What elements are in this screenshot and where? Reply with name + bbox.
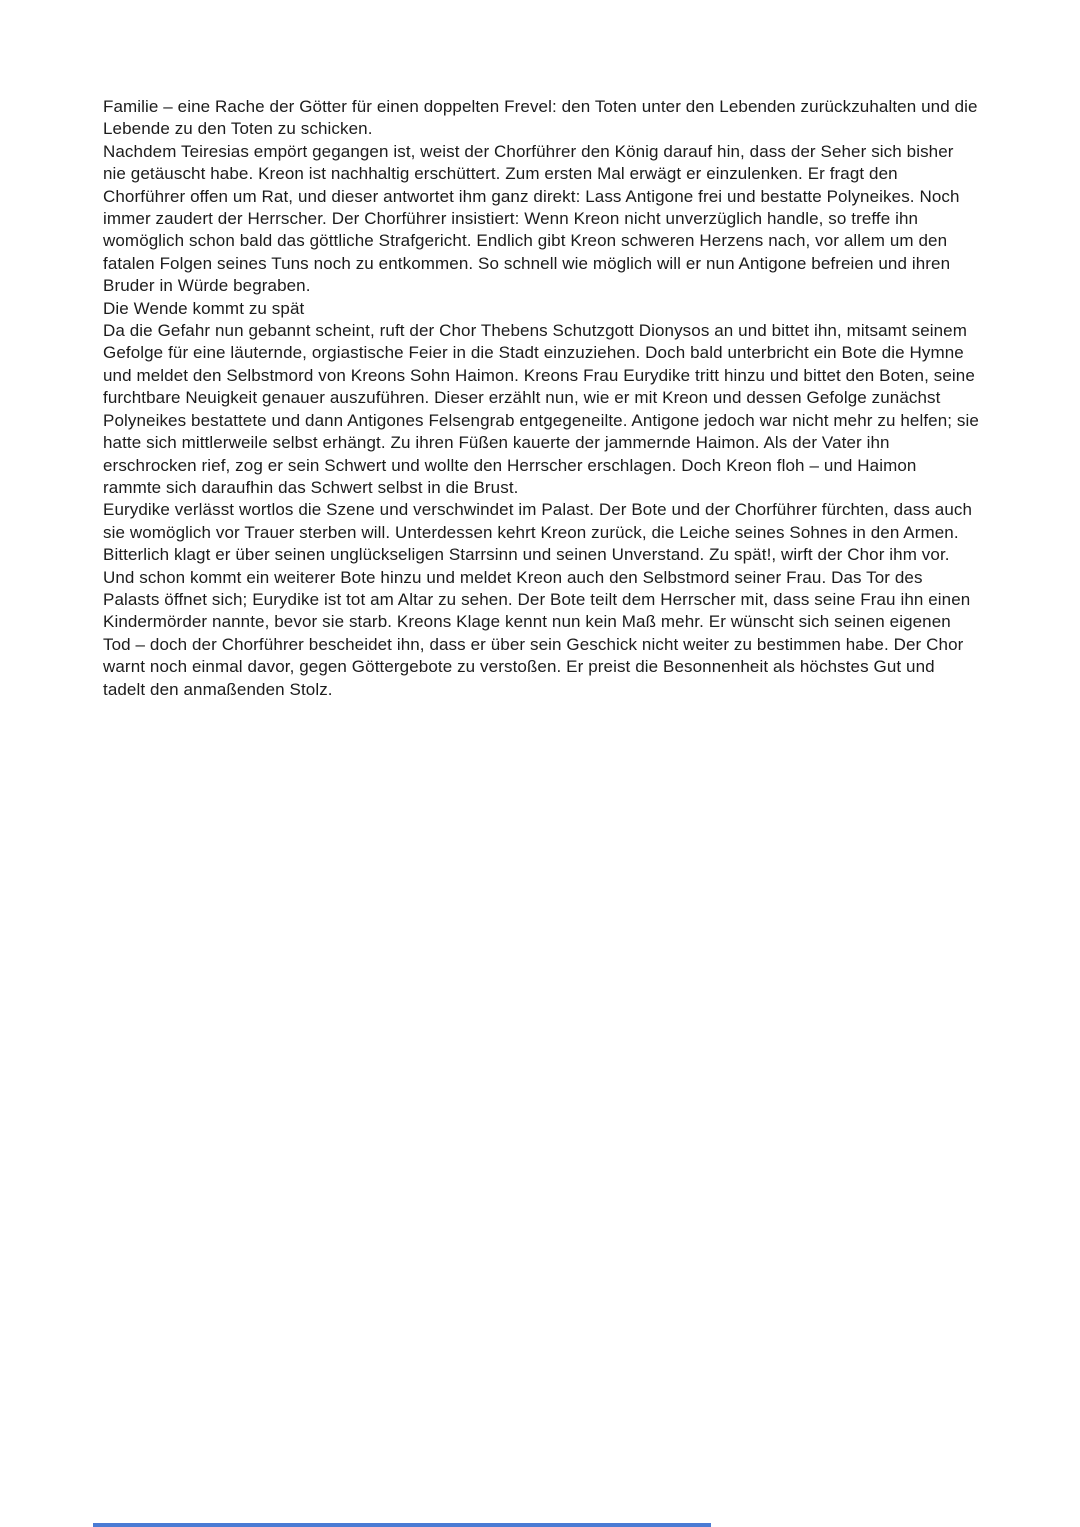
paragraph-intro: Familie – eine Rache der Götter für einen doppelten Frevel: den Toten unter den Lebenden zurückzuhalten und die Lebende zu den Toten zu schicken.	[103, 97, 978, 139]
paragraph-haimon-death: Da die Gefahr nun gebannt scheint, ruft der Chor Thebens Schutzgott Dionysos an und bittet ihn, mitsamt seinem Gefolge für eine läuternde, orgiastische Feier in die Stadt einzuziehen. Doch bald unterbricht ein Bote die Hymne und meldet den Selbstmord von Kreons Sohn Haimon. Kreons Frau Eurydike tritt hinzu und bittet den Boten, seine furchtbare Neuigkeit genauer auszuführen. Dieser erzählt nun, wie er mit Kreon und dessen Gefolge zunächst Polyneikes bestattete und dann Antigones Felsengrab entgegeneilte. Antigone jedoch war nicht mehr zu helfen; sie hatte sich mittlerweile selbst erhängt. Zu ihren Füßen kauerte der jammernde Haimon. Als der Vater ihn erschrocken rief, zog er sein Schwert und wollte den Herrscher erschlagen. Doch Kreon floh – und Haimon rammte sich daraufhin das Schwert selbst in die Brust.	[103, 321, 979, 497]
paragraph-eurydike-ending: Eurydike verlässt wortlos die Szene und verschwindet im Palast. Der Bote und der Chorführer fürchten, dass auch sie womöglich vor Trauer sterben will. Unterdessen kehrt Kreon zurück, die Leiche seines Sohnes in den Armen. Bitterlich klagt er über seinen unglückseligen Starrsinn und seinen Unverstand. Zu spät!, wirft der Chor ihm vor. Und schon kommt ein weiterer Bote hinzu und meldet Kreon auch den Selbstmord seiner Frau. Das Tor des Palasts öffnet sich; Eurydike ist tot am Altar zu sehen. Der Bote teilt dem Herrscher mit, dass seine Frau ihn einen Kindermörder nannte, bevor sie starb. Kreons Klage kennt nun kein Maß mehr. Er wünscht sich seinen eigenen Tod – doch der Chorführer bescheidet ihn, dass er über sein Geschick nicht weiter zu bestimmen habe. Der Chor warnt noch einmal davor, gegen Göttergebote zu verstoßen. Er preist die Besonnenheit als höchstes Gut und tadelt den anmaßenden Stolz.	[103, 500, 973, 699]
section-line-die-wende: Die Wende kommt zu spät	[103, 298, 305, 318]
paragraph-kreon-relents: Nachdem Teiresias empört gegangen ist, weist der Chorführer den König darauf hin, dass der Seher sich bisher nie getäuscht habe. Kreon ist nachhaltig erschüttert. Zum ersten Mal erwägt er einzulenken. Er fragt den Chorführer offen um Rat, und dieser antwortet ihm ganz direkt: Lass Antigone frei und bestatte Polyneikes. Noch immer zaudert der Herrscher. Der Chorführer insistiert: Wenn Kreon nicht unverzüglich handle, so treffe ihn womöglich schon bald das göttliche Strafgericht. Endlich gibt Kreon schweren Herzens nach, vor allem um den fatalen Folgen seines Tuns noch zu entkommen. So schnell wie möglich will er nun Antigone befreien und ihren Bruder in Würde begraben.	[103, 141, 960, 296]
bottom-blue-bar	[93, 1523, 711, 1527]
text-block	[103, 96, 979, 701]
